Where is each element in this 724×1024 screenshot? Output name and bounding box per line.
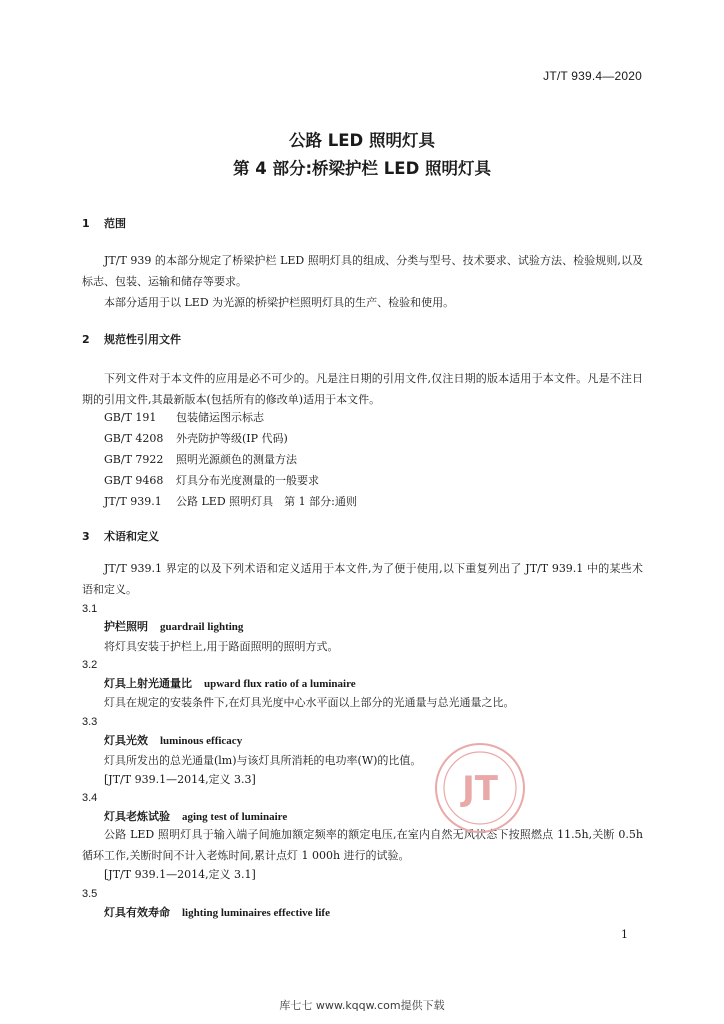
term-english: aging test of luminaire [182, 811, 288, 823]
reference-item [104, 452, 297, 468]
reference-title: 灯具分布光度测量的一般要求 [176, 474, 319, 487]
clause-number: 3.5 [82, 888, 98, 900]
term-heading [104, 733, 242, 749]
section-3-heading [82, 529, 159, 545]
reference-code: GB/T 7922 [104, 453, 164, 466]
reference-title: 照明光源颜色的测量方法 [176, 453, 297, 466]
section-1-paragraph-2: 本部分适用于以 LED 为光源的桥梁护栏照明灯具的生产、检验和使用。 [104, 296, 455, 309]
term-definition: 将灯具安装于护栏上,用于路面照明的照明方式。 [104, 640, 339, 653]
reference-item [104, 410, 264, 426]
term-english: lighting luminaires effective life [182, 907, 330, 919]
title-line-1: 公路 LED 照明灯具 [289, 131, 435, 150]
term-definition: 灯具在规定的安装条件下,在灯具光度中心水平面以上部分的光通量与总光通量之比。 [104, 696, 515, 709]
reference-item [104, 494, 357, 510]
term-source: [JT/T 939.1—2014,定义 3.1] [104, 868, 256, 881]
term-definition: 公路 LED 照明灯具于输入端子间施加额定频率的额定电压,在室内自然无风状态下按照燃点 11.5h,关断 0.5h 循环工作,关断时间不计入老炼时间,累计点灯 1 000h 进行的试验。 [82, 828, 643, 862]
section-1-heading [82, 216, 126, 232]
section-2-paragraph: 下列文件对于本文件的应用是必不可少的。凡是注日期的引用文件,仅注日期的版本适用于本文件。凡是不注日期的引用文件,其最新版本(包括所有的修改单)适用于本文件。 [82, 372, 643, 406]
footer-download-text: 库七七 www.kqqw.com提供下载 [279, 999, 445, 1012]
term-chinese: 护栏照明 [104, 620, 148, 633]
reference-item [104, 431, 288, 447]
watermark-text: JT [462, 769, 498, 809]
standard-code: JT/T 939.4—2020 [543, 69, 642, 83]
reference-code: JT/T 939.1 [104, 495, 162, 508]
section-title: 范围 [104, 217, 126, 230]
section-number: 3 [82, 530, 90, 543]
page-number: 1 [621, 928, 628, 941]
jt-watermark-seal [432, 740, 528, 836]
clause-number: 3.3 [82, 716, 98, 728]
term-english: upward flux ratio of a luminaire [204, 678, 356, 690]
reference-title: 外壳防护等级(IP 代码) [176, 432, 288, 445]
clause-number: 3.2 [82, 659, 98, 671]
reference-title: 包装储运图示标志 [176, 411, 264, 424]
clause-number: 3.4 [82, 792, 98, 804]
section-title: 术语和定义 [104, 530, 159, 543]
term-english: guardrail lighting [160, 621, 244, 633]
reference-code: GB/T 4208 [104, 432, 164, 445]
section-number: 2 [82, 333, 90, 346]
term-english: luminous efficacy [160, 735, 243, 747]
term-source: [JT/T 939.1—2014,定义 3.3] [104, 773, 256, 786]
title-line-2: 第 4 部分:桥梁护栏 LED 照明灯具 [232, 159, 492, 178]
reference-item [104, 473, 319, 489]
term-chinese: 灯具有效寿命 [104, 906, 170, 919]
section-2-heading [82, 332, 181, 348]
term-heading [104, 809, 287, 825]
term-chinese: 灯具上射光通量比 [104, 677, 192, 690]
section-1-paragraph-1: JT/T 939 的本部分规定了桥梁护栏 LED 照明灯具的组成、分类与型号、技术要求、试验方法、检验规则,以及标志、包装、运输和储存等要求。 [82, 254, 643, 288]
term-heading [104, 676, 356, 692]
section-number: 1 [82, 217, 90, 230]
term-chinese: 灯具光效 [104, 734, 148, 747]
reference-code: GB/T 191 [104, 411, 157, 424]
section-title: 规范性引用文件 [104, 333, 181, 346]
term-heading [104, 619, 243, 635]
reference-title: 公路 LED 照明灯具 第 1 部分:通则 [176, 495, 357, 508]
clause-number: 3.1 [82, 603, 98, 615]
term-heading [104, 905, 330, 921]
section-3-paragraph: JT/T 939.1 界定的以及下列术语和定义适用于本文件,为了便于使用,以下重复列出了 JT/T 939.1 中的某些术语和定义。 [82, 562, 643, 596]
term-chinese: 灯具老炼试验 [104, 810, 170, 823]
reference-code: GB/T 9468 [104, 474, 164, 487]
term-definition: 灯具所发出的总光通量(lm)与该灯具所消耗的电功率(W)的比值。 [104, 754, 422, 767]
